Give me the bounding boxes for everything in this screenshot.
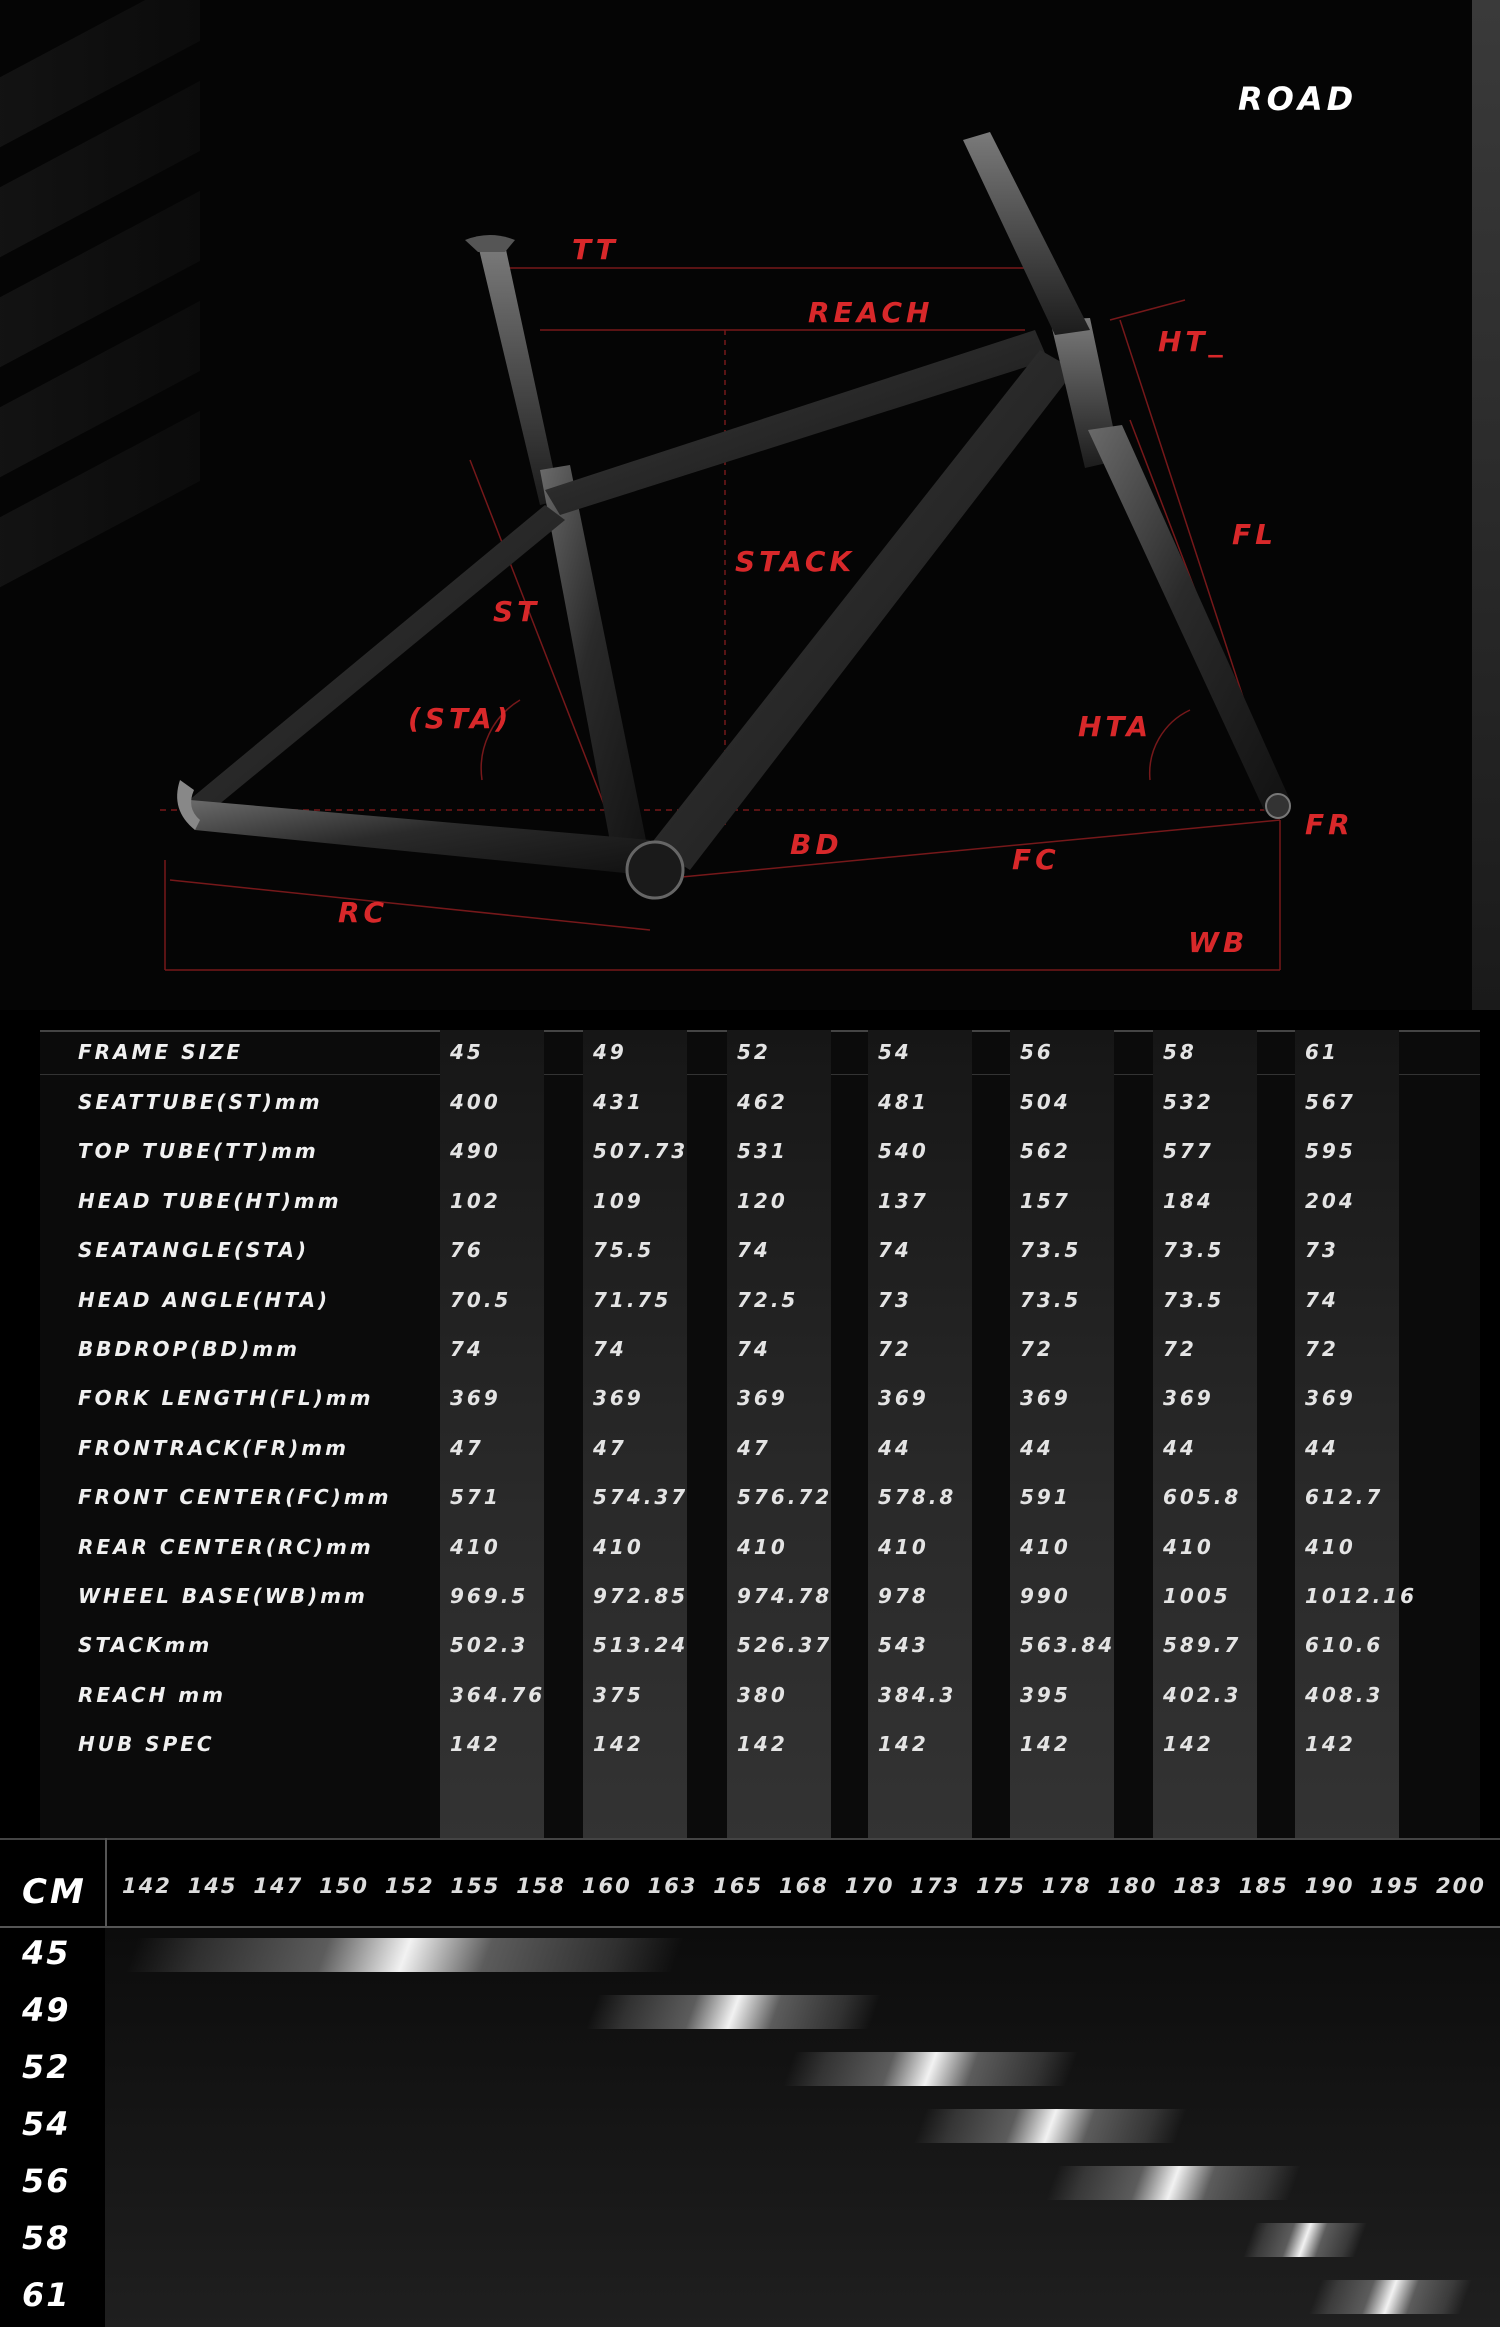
table-cell: 369 bbox=[737, 1386, 788, 1411]
table-cell: 142 bbox=[1305, 1732, 1356, 1757]
height-tick-label: 158 bbox=[516, 1874, 567, 1898]
table-cell: 142 bbox=[1163, 1732, 1214, 1757]
chart-plot-area bbox=[105, 1928, 1500, 2327]
table-cell: 364.76 bbox=[450, 1682, 546, 1707]
table-cell: 567 bbox=[1305, 1090, 1356, 1114]
table-cell: 109 bbox=[593, 1188, 644, 1213]
size-row-label: 54 bbox=[22, 2105, 71, 2143]
table-cell: 410 bbox=[878, 1534, 929, 1559]
height-tick-label: 170 bbox=[844, 1874, 895, 1898]
table-row-label: HEAD TUBE(HT)mm bbox=[78, 1188, 342, 1213]
table-cell: 44 bbox=[1020, 1435, 1054, 1460]
table-cell: 369 bbox=[878, 1386, 929, 1411]
table-row-label: WHEEL BASE(WB)mm bbox=[78, 1584, 368, 1608]
frame-geometry-illustration bbox=[0, 0, 1500, 1010]
table-cell: 142 bbox=[878, 1732, 929, 1757]
size-fit-bar bbox=[1046, 2166, 1302, 2200]
frame-size-header: FRAME SIZE bbox=[78, 1040, 244, 1064]
table-cell: 74 bbox=[593, 1337, 627, 1361]
category-title: ROAD bbox=[1238, 80, 1358, 118]
height-tick-label: 168 bbox=[779, 1874, 829, 1898]
table-cell: 410 bbox=[1020, 1534, 1071, 1559]
size-row-label: 61 bbox=[22, 2276, 71, 2314]
height-tick-label: 150 bbox=[319, 1874, 369, 1898]
dim-label-reach: REACH bbox=[808, 296, 934, 329]
height-tick-label: 200 bbox=[1436, 1874, 1486, 1898]
table-cell: 400 bbox=[450, 1090, 501, 1114]
table-cell: 612.7 bbox=[1305, 1485, 1384, 1510]
table-cell: 610.6 bbox=[1305, 1633, 1384, 1658]
table-cell: 72.5 bbox=[737, 1287, 799, 1312]
table-cell: 75.5 bbox=[593, 1238, 655, 1263]
table-cell: 74 bbox=[450, 1337, 484, 1361]
table-cell: 990 bbox=[1020, 1584, 1071, 1608]
table-cell: 142 bbox=[593, 1732, 644, 1757]
header-divider bbox=[105, 1838, 107, 1928]
table-cell: 74 bbox=[1305, 1287, 1339, 1312]
height-tick-label: 147 bbox=[253, 1874, 304, 1898]
height-tick-label: 155 bbox=[450, 1874, 501, 1898]
rider-height-size-chart bbox=[0, 1838, 1500, 2327]
table-cell: 589.7 bbox=[1163, 1633, 1242, 1658]
table-cell: 410 bbox=[737, 1534, 788, 1559]
size-row-label: 56 bbox=[22, 2162, 71, 2200]
table-cell: 74 bbox=[878, 1238, 912, 1263]
table-cell: 73.5 bbox=[1020, 1238, 1082, 1263]
dim-label-fc: FC bbox=[1012, 843, 1060, 876]
table-cell: 978 bbox=[878, 1584, 929, 1608]
frame-size-header-cell: 61 bbox=[1305, 1040, 1339, 1064]
table-cell: 410 bbox=[1305, 1534, 1356, 1559]
table-cell: 1012.16 bbox=[1305, 1584, 1418, 1608]
table-cell: 507.73 bbox=[593, 1139, 689, 1164]
size-row-label: 45 bbox=[22, 1934, 71, 1972]
frame-size-header-cell: 49 bbox=[593, 1040, 627, 1064]
height-tick-label: 180 bbox=[1107, 1874, 1158, 1898]
table-row-label: HUB SPEC bbox=[78, 1732, 215, 1757]
frame-size-header-cell: 45 bbox=[450, 1040, 484, 1064]
bike-frame-drawing bbox=[0, 0, 1500, 1010]
size-fit-bar bbox=[783, 2052, 1078, 2086]
table-cell: 71.75 bbox=[593, 1287, 672, 1312]
size-fit-bar bbox=[914, 2109, 1187, 2143]
table-row-label: SEATTUBE(ST)mm bbox=[78, 1090, 323, 1114]
table-cell: 562 bbox=[1020, 1139, 1071, 1164]
table-cell: 380 bbox=[737, 1682, 788, 1707]
table-cell: 526.37 bbox=[737, 1633, 833, 1658]
table-cell: 410 bbox=[1163, 1534, 1214, 1559]
table-cell: 972.85 bbox=[593, 1584, 689, 1608]
dim-label-rc: RC bbox=[338, 896, 389, 929]
table-cell: 974.78 bbox=[737, 1584, 833, 1608]
table-cell: 540 bbox=[878, 1139, 929, 1164]
frame-size-header-cell: 56 bbox=[1020, 1040, 1054, 1064]
dim-label-sta: (STA) bbox=[408, 702, 513, 735]
table-cell: 395 bbox=[1020, 1682, 1071, 1707]
size-fit-bar bbox=[586, 1995, 881, 2029]
table-cell: 44 bbox=[1163, 1435, 1197, 1460]
table-cell: 513.24 bbox=[593, 1633, 689, 1658]
size-row-label: 58 bbox=[22, 2219, 71, 2257]
frame-size-header-cell: 54 bbox=[878, 1040, 912, 1064]
table-cell: 531 bbox=[737, 1139, 788, 1164]
table-row-label: STACKmm bbox=[78, 1633, 213, 1658]
height-tick-label: 163 bbox=[647, 1874, 698, 1898]
table-cell: 142 bbox=[737, 1732, 788, 1757]
table-cell: 431 bbox=[593, 1090, 644, 1114]
table-cell: 502.3 bbox=[450, 1633, 529, 1658]
height-tick-label: 145 bbox=[187, 1874, 238, 1898]
table-cell: 142 bbox=[1020, 1732, 1071, 1757]
table-cell: 369 bbox=[1163, 1386, 1214, 1411]
table-cell: 47 bbox=[450, 1435, 484, 1460]
table-cell: 543 bbox=[878, 1633, 929, 1658]
table-cell: 408.3 bbox=[1305, 1682, 1384, 1707]
table-cell: 481 bbox=[878, 1090, 929, 1114]
table-cell: 44 bbox=[878, 1435, 912, 1460]
table-cell: 73 bbox=[1305, 1238, 1339, 1263]
table-row-label: FORK LENGTH(FL)mm bbox=[78, 1386, 374, 1411]
table-cell: 74 bbox=[737, 1337, 771, 1361]
table-cell: 402.3 bbox=[1163, 1682, 1242, 1707]
table-row-label: HEAD ANGLE(HTA) bbox=[78, 1287, 331, 1312]
height-tick-label: 178 bbox=[1041, 1874, 1092, 1898]
table-cell: 577 bbox=[1163, 1139, 1214, 1164]
height-tick-label: 165 bbox=[713, 1874, 764, 1898]
table-cell: 72 bbox=[1305, 1337, 1339, 1361]
height-tick-label: 142 bbox=[122, 1874, 172, 1898]
table-cell: 969.5 bbox=[450, 1584, 529, 1608]
dim-label-tt: TT bbox=[572, 233, 619, 266]
table-cell: 137 bbox=[878, 1188, 929, 1213]
size-row-label: 52 bbox=[22, 2048, 71, 2086]
table-cell: 574.37 bbox=[593, 1485, 689, 1510]
table-cell: 490 bbox=[450, 1139, 501, 1164]
table-cell: 369 bbox=[593, 1386, 644, 1411]
height-tick-label: 190 bbox=[1304, 1874, 1355, 1898]
table-cell: 47 bbox=[593, 1435, 627, 1460]
height-tick-label: 183 bbox=[1173, 1874, 1224, 1898]
table-cell: 578.8 bbox=[878, 1485, 957, 1510]
height-tick-label: 185 bbox=[1238, 1874, 1289, 1898]
dim-label-st: ST bbox=[493, 595, 541, 628]
size-fit-bar bbox=[126, 1938, 684, 1972]
chart-top-rule bbox=[0, 1838, 1500, 1840]
table-cell: 73.5 bbox=[1163, 1238, 1225, 1263]
dim-label-ht: HT_ bbox=[1158, 325, 1227, 358]
dim-label-fr: FR bbox=[1305, 808, 1354, 841]
table-cell: 72 bbox=[878, 1337, 912, 1361]
table-cell: 375 bbox=[593, 1682, 644, 1707]
table-row-label: TOP TUBE(TT)mm bbox=[78, 1139, 319, 1164]
table-cell: 591 bbox=[1020, 1485, 1071, 1510]
height-tick-label: 173 bbox=[910, 1874, 961, 1898]
frame-size-header-cell: 52 bbox=[737, 1040, 771, 1064]
table-cell: 532 bbox=[1163, 1090, 1214, 1114]
table-cell: 73.5 bbox=[1163, 1287, 1225, 1312]
table-cell: 1005 bbox=[1163, 1584, 1231, 1608]
unit-label: CM bbox=[22, 1872, 87, 1912]
table-cell: 204 bbox=[1305, 1188, 1356, 1213]
height-tick-label: 160 bbox=[581, 1874, 632, 1898]
frame-size-header-cell: 58 bbox=[1163, 1040, 1197, 1064]
size-row-label: 49 bbox=[22, 1991, 71, 2029]
dim-label-wb: WB bbox=[1188, 926, 1249, 959]
table-row-label: REAR CENTER(RC)mm bbox=[78, 1534, 374, 1559]
table-cell: 576.72 bbox=[737, 1485, 833, 1510]
height-tick-label: 175 bbox=[976, 1874, 1026, 1898]
table-cell: 73.5 bbox=[1020, 1287, 1082, 1312]
table-cell: 76 bbox=[450, 1238, 484, 1263]
table-cell: 184 bbox=[1163, 1188, 1214, 1213]
size-fit-bar bbox=[1308, 2280, 1472, 2314]
dim-label-fl: FL bbox=[1232, 518, 1277, 551]
table-cell: 369 bbox=[450, 1386, 501, 1411]
table-row-label: BBDROP(BD)mm bbox=[78, 1337, 300, 1361]
table-cell: 73 bbox=[878, 1287, 912, 1312]
table-cell: 157 bbox=[1020, 1188, 1071, 1213]
table-cell: 595 bbox=[1305, 1139, 1356, 1164]
table-row-label: REACH mm bbox=[78, 1682, 226, 1707]
table-cell: 369 bbox=[1305, 1386, 1356, 1411]
geometry-table bbox=[40, 1030, 1480, 1840]
table-cell: 70.5 bbox=[450, 1287, 512, 1312]
table-cell: 369 bbox=[1020, 1386, 1071, 1411]
table-cell: 102 bbox=[450, 1188, 501, 1213]
table-cell: 410 bbox=[450, 1534, 501, 1559]
height-tick-label: 195 bbox=[1370, 1874, 1421, 1898]
table-cell: 571 bbox=[450, 1485, 501, 1510]
dim-label-hta: HTA bbox=[1078, 710, 1153, 743]
table-cell: 44 bbox=[1305, 1435, 1339, 1460]
table-cell: 72 bbox=[1163, 1337, 1197, 1361]
table-cell: 605.8 bbox=[1163, 1485, 1242, 1510]
table-cell: 384.3 bbox=[878, 1682, 957, 1707]
table-cell: 462 bbox=[737, 1090, 788, 1114]
table-cell: 563.84 bbox=[1020, 1633, 1116, 1658]
table-cell: 74 bbox=[737, 1238, 771, 1263]
table-cell: 410 bbox=[593, 1534, 644, 1559]
table-cell: 47 bbox=[737, 1435, 771, 1460]
table-cell: 504 bbox=[1020, 1090, 1071, 1114]
height-tick-label: 152 bbox=[384, 1874, 435, 1898]
size-fit-bar bbox=[1243, 2223, 1367, 2257]
dim-label-stack: STACK bbox=[735, 545, 856, 578]
dim-label-bd: BD bbox=[790, 828, 843, 861]
table-cell: 72 bbox=[1020, 1337, 1054, 1361]
table-row-label: FRONT CENTER(FC)mm bbox=[78, 1485, 392, 1510]
table-row-label: FRONTRACK(FR)mm bbox=[78, 1435, 349, 1460]
table-cell: 142 bbox=[450, 1732, 501, 1757]
table-row-label: SEATANGLE(STA) bbox=[78, 1238, 310, 1263]
table-cell: 120 bbox=[737, 1188, 788, 1213]
